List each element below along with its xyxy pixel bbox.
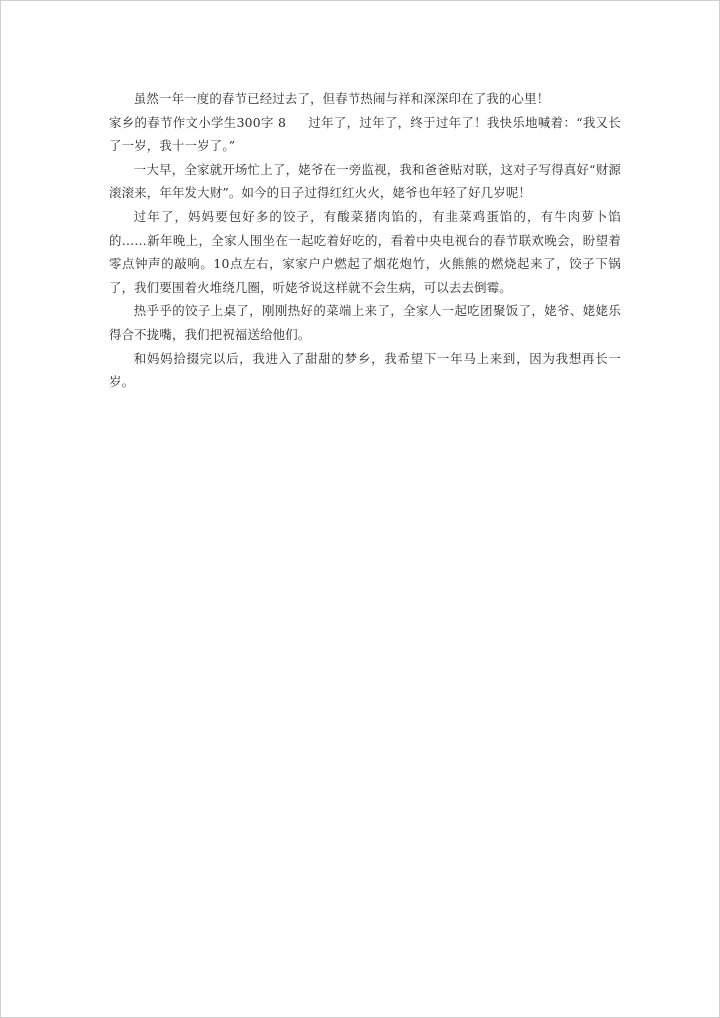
paragraph-morning: 一大早，全家就开场忙上了，姥爷在一旁监视，我和爸爸贴对联，这对子写得真好“财源滚滚来，年年发大财”。如今的日子过得红红火火，姥爷也年轻了好几岁呢！ — [109, 161, 621, 201]
paragraph-dream: 和妈妈拾掇完以后，我进入了甜甜的梦乡，我希望下一年马上来到，因为我想再长一岁。 — [109, 350, 621, 390]
title-paragraph — [109, 111, 621, 158]
document-title: 家乡的春节作文小学生300字 8 — [109, 114, 287, 130]
paragraph-reunion-dinner: 热乎乎的饺子上桌了，刚刚热好的菜端上来了，全家人一起吃团聚饭了，姥爷、姥姥乐得合不拢嘴，我们把祝福送给他们。 — [109, 303, 621, 342]
document-body — [109, 87, 621, 394]
paragraph-dumplings: 过年了，妈妈要包好多的饺子，有酸菜猪肉馅的，有韭菜鸡蛋馅的，有牛肉萝卜馅的……新年晚上，全家人围坐在一起吃着好吃的，看着中央电视台的春节联欢晚会，盼望着零点钟声的敲响。10点左右，家家户户燃起了烟花炮竹，火熊熊的燃烧起来了，饺子下锅了，我们要围着火堆绕几圈，听姥爷说这样就不会生病，可以去去倒霉。 — [109, 208, 621, 295]
opening-paragraph: 虽然一年一度的春节已经过去了，但春节热闹与祥和深深印在了我的心里！ — [133, 91, 550, 106]
first-paragraph-text: 过年了，过年了，终于过年了！我快乐地喊着：“我又长了一岁，我十一岁了。” — [109, 114, 622, 154]
